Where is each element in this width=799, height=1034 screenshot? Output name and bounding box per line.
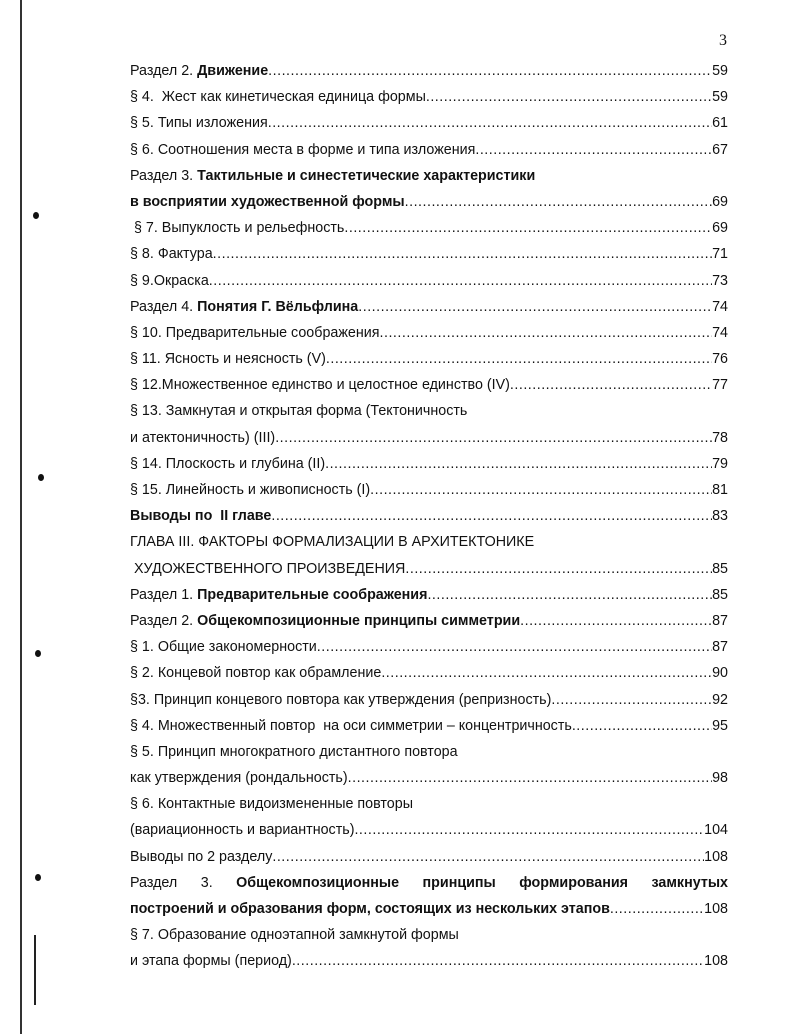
toc-entry-label: § 6. Соотношения места в форме и типа изложения [130,141,476,158]
scan-hole-mark [38,474,44,481]
toc-page-number: 69 [712,193,728,210]
toc-page-number: 83 [712,508,728,525]
toc-entry-label: Раздел 3. [130,167,198,184]
dot-leader [209,268,712,294]
toc-entry-label: § 14. Плоскость и глубина (II) [130,455,326,472]
toc-page-number: 108 [704,848,728,865]
toc-entry [130,320,728,346]
toc-entry-title [130,163,535,189]
dot-leader [510,372,712,398]
toc-entry-label: § 5. Принцип многократного дистантного повтора [130,743,458,760]
toc-entry-title [130,451,325,477]
toc-entry-label: § 5. Типы изложения [130,115,268,132]
dot-leader [326,346,712,372]
toc-entry-title [130,817,354,843]
toc-entry [130,817,728,843]
scan-hole-mark [33,212,39,219]
toc-entry [130,398,728,424]
dot-leader [268,110,712,136]
toc-entry-bold-title: Понятия Г. Вёльфлина [197,298,359,315]
toc-entry [130,529,728,555]
dot-leader [292,948,704,974]
toc-entry-label: §3. Принцип концевого повтора как утверждения (репризность) [130,691,552,708]
toc-entry [130,896,728,922]
toc-entry-title [130,477,370,503]
toc-entry [130,425,728,451]
toc-entry-title [130,294,358,320]
toc-entry-title [130,608,520,634]
toc-entry [130,765,728,791]
toc-entry [130,58,728,84]
dot-leader [380,320,713,346]
dot-leader [271,503,712,529]
toc-entry-label: § 10. Предварительные соображения [130,324,380,341]
toc-page-number: 104 [704,822,728,839]
toc-page-number: 77 [712,377,728,394]
toc-page-number: 108 [704,901,728,917]
toc-entry-label: § 7. Образование одноэтапной замкнутой формы [130,927,459,944]
toc-entry-title [130,896,610,922]
dot-leader [427,582,712,608]
dot-leader [325,451,712,477]
toc-entry-title [130,137,475,163]
toc-entry-title [130,346,326,372]
dot-leader [358,294,712,320]
toc-entry-bold-title: в восприятии художественной формы [130,193,405,210]
toc-page-number: 98 [712,770,728,787]
toc-page-number: 74 [712,298,728,315]
toc-entry-title [130,948,292,974]
toc-page-number: 69 [712,220,728,237]
dot-leader [348,765,712,791]
page-number: 3 [719,32,727,49]
toc-entry-title [130,372,510,398]
toc-entry-label: и атектоничность) (III) [130,429,276,446]
toc-entry-title [130,765,348,791]
toc-entry-title [130,110,268,136]
table-of-contents [130,58,728,975]
toc-entry [130,556,728,582]
toc-entry [130,294,728,320]
dot-leader [520,608,712,634]
toc-entry [130,477,728,503]
toc-entry [130,372,728,398]
dot-leader [344,215,712,241]
toc-page-number: 76 [712,351,728,368]
toc-entry-label: Раздел 3. [130,874,237,891]
toc-entry [130,870,728,896]
dot-leader [381,660,712,686]
toc-entry-title [130,503,271,529]
toc-entry [130,608,728,634]
toc-page-number: 108 [704,953,728,970]
toc-entry-label: § 2. Концевой повтор как обрамление [130,665,382,682]
toc-page-number: 59 [712,63,728,79]
toc-entry [130,582,728,608]
toc-entry-label: (вариационность и вариантность) [130,822,355,839]
toc-entry-title [130,739,458,765]
scan-hole-mark [35,650,41,657]
toc-entry [130,189,728,215]
toc-page-number: 87 [712,639,728,656]
dot-leader [551,687,712,713]
toc-page-number: 78 [712,429,728,446]
toc-entry-label: ХУДОЖЕСТВЕННОГО ПРОИЗВЕДЕНИЯ [130,560,406,577]
toc-entry-label: § 8. Фактура [130,246,213,263]
toc-entry [130,791,728,817]
toc-entry [130,739,728,765]
toc-page-number: 95 [712,717,728,734]
toc-entry-bold-title: Общекомпозиционные принципы симметрии [197,612,521,629]
toc-entry [130,713,728,739]
toc-entry-bold-title: Выводы по II главе [130,508,272,525]
toc-entry [130,844,728,870]
toc-page-number: 81 [712,482,728,498]
toc-entry-title [130,922,459,948]
toc-entry [130,451,728,477]
toc-entry-label: Раздел 4. [130,298,198,315]
toc-entry-label: Раздел 2. [130,612,198,629]
toc-entry [130,503,728,529]
toc-entry-label: § 1. Общие закономерности [130,639,317,656]
toc-entry [130,660,728,686]
toc-page-number: 87 [712,612,728,629]
toc-page-number: 67 [712,141,728,158]
toc-entry-title [130,875,728,891]
toc-entry-title [130,713,572,739]
toc-entry [130,634,728,660]
toc-entry-label: Раздел 2. [130,63,198,79]
dot-leader [475,137,712,163]
toc-page-number: 74 [712,324,728,341]
toc-entry-title [130,582,427,608]
toc-entry-title [130,268,209,294]
scan-artifact-line [34,935,36,1005]
toc-entry-title [130,844,272,870]
toc-entry-title [130,241,213,267]
toc-entry [130,163,728,189]
dot-leader [405,556,712,582]
dot-leader [370,477,712,503]
toc-page-number: 59 [712,89,728,106]
dot-leader [572,713,712,739]
toc-entry [130,137,728,163]
dot-leader [272,844,704,870]
toc-page-number: 73 [712,272,728,289]
toc-entry [130,241,728,267]
toc-entry-label: § 11. Ясность и неясность (V) [130,351,326,368]
toc-entry-title [130,398,467,424]
toc-entry-label: § 4. Множественный повтор на оси симметрии – концентричность [130,717,572,734]
toc-entry-bold-title: Движение [197,63,269,79]
toc-entry [130,922,728,948]
toc-page-number: 71 [712,246,728,263]
toc-entry-label: ГЛАВА III. ФАКТОРЫ ФОРМАЛИЗАЦИИ В АРХИТЕКТОНИКЕ [130,534,535,551]
toc-entry-label: § 15. Линейность и живописность (I) [130,482,371,498]
toc-entry-label: и этапа формы (период) [130,953,292,970]
toc-entry-title [130,529,534,555]
toc-entry-title [130,84,426,110]
dot-leader [405,189,712,215]
toc-entry-label: § 12.Множественное единство и целостное единство (IV) [130,377,510,394]
toc-entry-title [130,660,381,686]
toc-entry-title [130,556,405,582]
toc-entry-title [130,687,551,713]
toc-entry-title [130,58,268,84]
dot-leader [268,58,712,84]
toc-entry-label: § 6. Контактные видоизмененные повторы [130,796,413,813]
scan-hole-mark [35,874,41,881]
toc-entry [130,110,728,136]
toc-entry-label: § 4. Жест как кинетическая единица формы [130,89,426,106]
toc-entry [130,268,728,294]
dot-leader [275,425,712,451]
toc-page-number: 61 [712,115,728,132]
toc-entry-label: § 9.Окраска [130,272,209,289]
toc-entry [130,215,728,241]
dot-leader [354,817,704,843]
dot-leader [317,634,712,660]
toc-entry-title [130,320,380,346]
dot-leader [213,241,712,267]
toc-entry-label: Выводы по 2 разделу [130,848,273,865]
toc-entry-title [130,791,413,817]
toc-entry-bold-title: Тактильные и синестетические характеристики [197,167,536,184]
dot-leader [610,896,704,922]
toc-entry-label: Раздел 1. [130,586,198,603]
toc-entry-title [130,215,344,241]
toc-page-number: 85 [712,560,728,577]
toc-entry [130,84,728,110]
toc-entry-title [130,189,405,215]
toc-entry-bold-title: Предварительные соображения [197,586,428,603]
toc-page-number: 92 [712,691,728,708]
toc-entry-bold-title: Общекомпозиционные принципы формирования замкнутых [236,874,729,891]
toc-entry-title [130,634,317,660]
scan-page-edge [20,0,22,1034]
toc-entry-label: § 13. Замкнутая и открытая форма (Тектоничность [130,403,468,420]
toc-entry [130,687,728,713]
toc-entry-bold-title: построений и образования форм, состоящих из нескольких этапов [130,901,610,917]
toc-entry-label: § 7. Выпуклость и рельефность [130,220,345,237]
toc-entry-title [130,425,275,451]
toc-entry-label: как утверждения (рондальность) [130,770,348,787]
dot-leader [426,84,712,110]
toc-page-number: 90 [712,665,728,682]
toc-page-number: 79 [712,455,728,472]
toc-entry [130,948,728,974]
toc-entry [130,346,728,372]
toc-page-number: 85 [712,586,728,603]
